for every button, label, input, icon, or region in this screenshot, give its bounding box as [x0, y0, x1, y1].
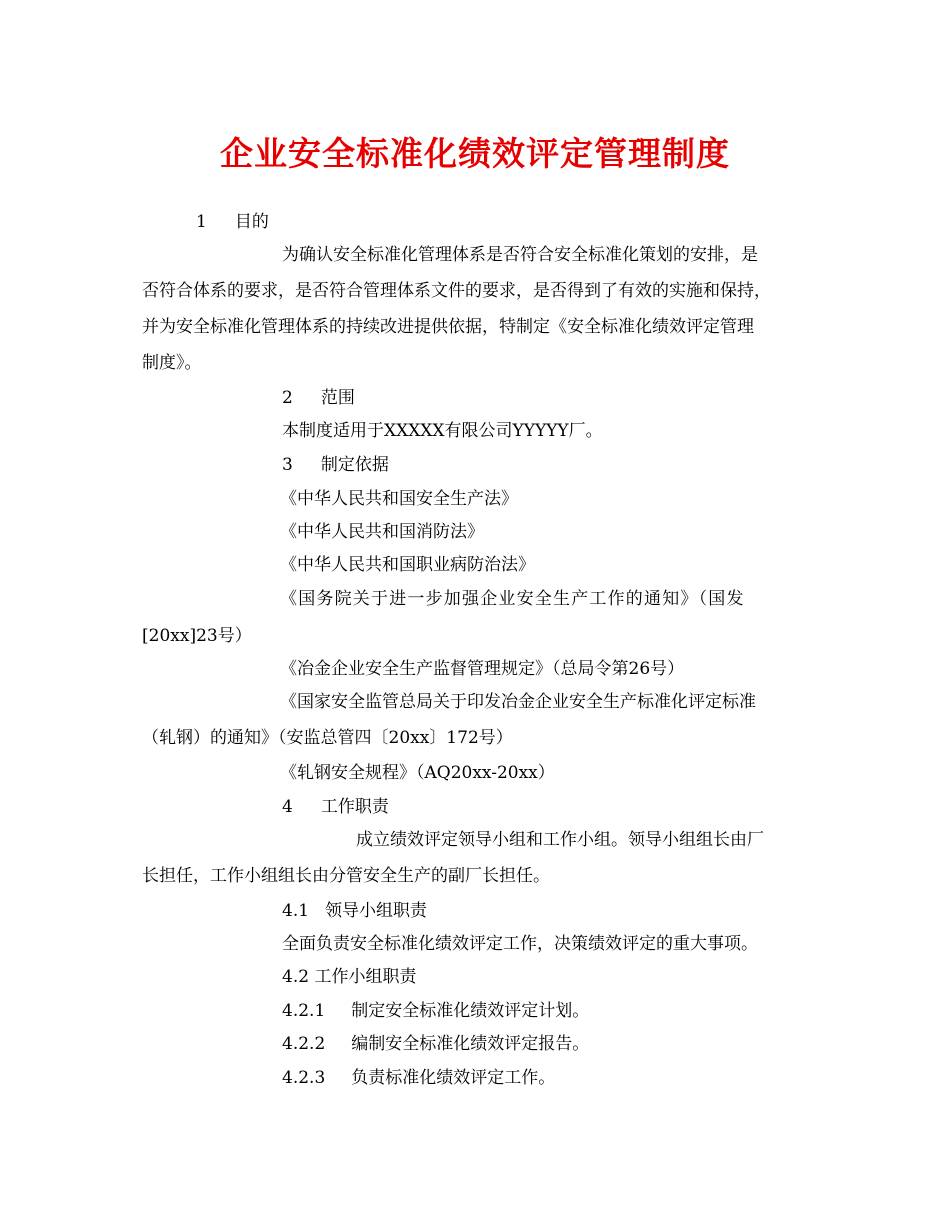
section-number: 4.2.2 — [282, 1034, 326, 1054]
subsection-4-2-3 — [282, 1068, 555, 1088]
section-2-heading — [282, 388, 355, 408]
basis-item-continuation: [20xx]23号） — [142, 626, 252, 646]
section-number: 3 — [282, 455, 293, 475]
basis-item: 《中华人民共和国消防法》 — [280, 522, 484, 542]
subsection-4-2-2 — [282, 1034, 589, 1054]
section-3-heading — [282, 455, 389, 475]
section-4-1-heading — [282, 901, 427, 921]
section-title: 工作职责 — [320, 797, 389, 817]
section-1-heading — [196, 212, 269, 232]
section-title: 目的 — [234, 212, 269, 232]
section-text: 编制安全标准化绩效评定报告。 — [351, 1034, 590, 1054]
paragraph-line: 成立绩效评定领导小组和工作小组。领导小组组长由厂 — [356, 830, 764, 850]
section-number: 4.1 — [282, 901, 310, 921]
paragraph-line: 并为安全标准化管理体系的持续改进提供依据，特制定《安全标准化绩效评定管理 — [142, 317, 754, 337]
section-number: 4.2.1 — [282, 1001, 326, 1021]
paragraph-line: 为确认安全标准化管理体系是否符合安全标准化策划的安排，是 — [282, 245, 758, 265]
section-4-heading — [282, 797, 389, 817]
paragraph-line: 本制度适用于XXXXX有限公司YYYYY厂。 — [282, 421, 603, 441]
section-number: 4 — [282, 797, 293, 817]
paragraph-line: 制度》。 — [142, 353, 202, 373]
section-4-2-heading: 4.2 工作小组职责 — [282, 967, 417, 987]
basis-item: 《国家安全监管总局关于印发冶金企业安全生产标准化评定标准 — [280, 692, 756, 712]
basis-item: 《冶金企业安全生产监督管理规定》（总局令第26号） — [280, 659, 685, 679]
section-number: 2 — [282, 388, 293, 408]
section-number: 1 — [196, 212, 207, 232]
paragraph-line: 全面负责安全标准化绩效评定工作，决策绩效评定的重大事项。 — [282, 934, 758, 954]
basis-item-continuation: （轧钢）的通知》（安监总管四〔20xx〕172号） — [142, 728, 513, 748]
document-title: 企业安全标准化绩效评定管理制度 — [220, 134, 730, 173]
basis-item: 《国务院关于进一步加强企业安全生产工作的通知》（国发 — [280, 589, 745, 609]
section-title: 制定依据 — [320, 455, 389, 475]
basis-item: 《中华人民共和国职业病防治法》 — [280, 555, 535, 575]
section-text: 负责标准化绩效评定工作。 — [351, 1068, 556, 1088]
basis-item: 《轧钢安全规程》（AQ20xx-20xx） — [280, 763, 555, 783]
section-text: 制定安全标准化绩效评定计划。 — [351, 1001, 590, 1021]
basis-item: 《中华人民共和国安全生产法》 — [280, 489, 518, 509]
section-title: 范围 — [320, 388, 355, 408]
section-number: 4.2.3 — [282, 1068, 326, 1088]
section-title: 领导小组职责 — [325, 901, 428, 921]
paragraph-line: 否符合体系的要求，是否符合管理体系文件的要求，是否得到了有效的实施和保持， — [142, 281, 771, 301]
paragraph-line: 长担任，工作小组组长由分管安全生产的副厂长担任。 — [142, 866, 550, 886]
subsection-4-2-1 — [282, 1001, 589, 1021]
